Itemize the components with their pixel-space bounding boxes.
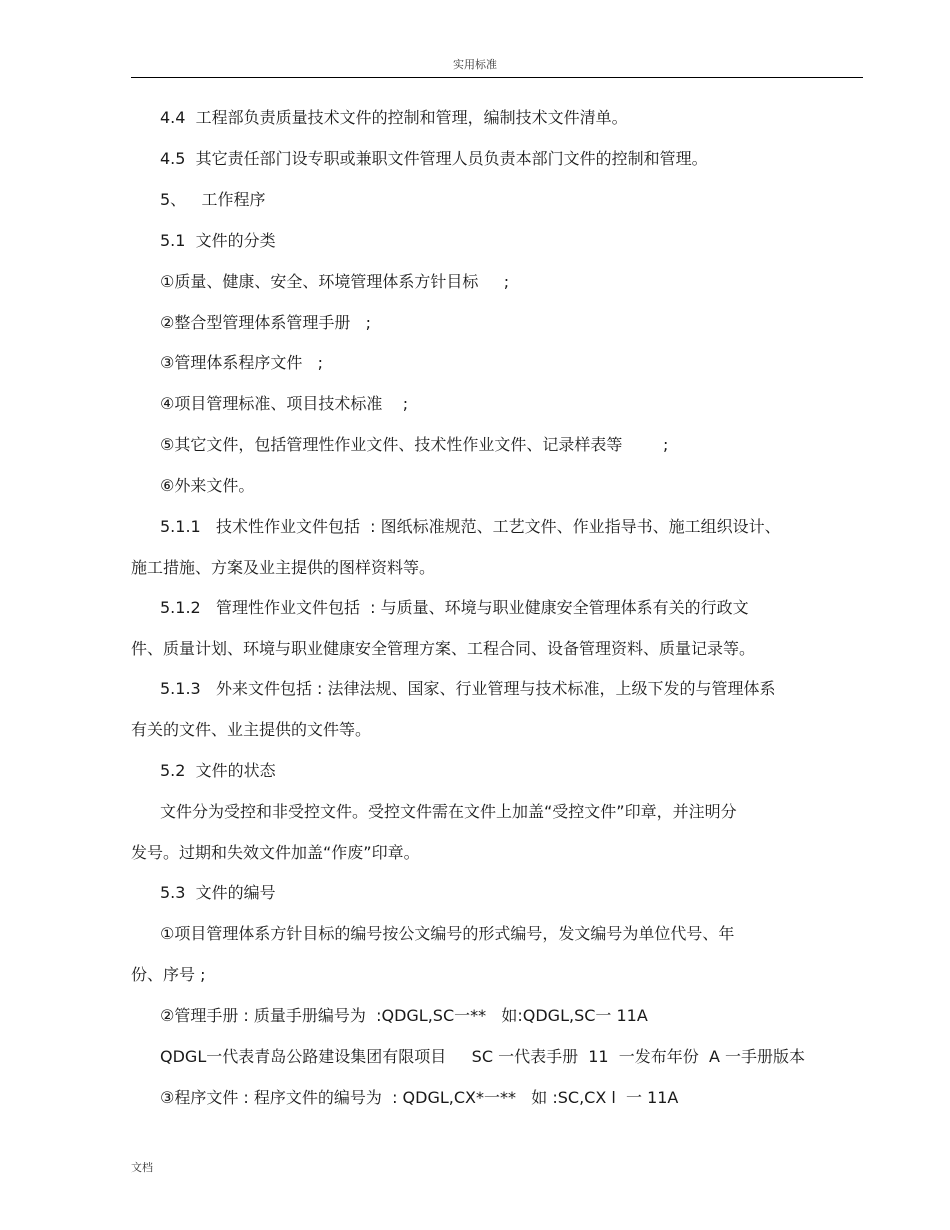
section-5-3-heading: 5.3 文件的编号 bbox=[160, 883, 276, 902]
clause-5-1-3-line-2: 有关的文件、业主提供的文件等。 bbox=[131, 720, 372, 739]
clause-5-1-1-line-2: 施工措施、方案及业主提供的图样资料等。 bbox=[131, 558, 436, 577]
paragraph-5-2-line-2: 发号。过期和失效文件加盖“作废”印章。 bbox=[131, 843, 420, 862]
paragraph-5-2-line-1: 文件分为受控和非受控文件。受控文件需在文件上加盖“受控文件”印章，并注明分 bbox=[160, 802, 737, 821]
numbering-legend: QDGL一代表青岛公路建设集团有限项目 SC 一代表手册 11 一发布年份 A 一手册版本 bbox=[160, 1047, 805, 1066]
list-item-2: ②整合型管理体系管理手册 ; bbox=[160, 313, 371, 332]
clause-5-1-2-line-1: 5.1.2 管理性作业文件包括 : 与质量、环境与职业健康安全管理体系有关的行政文 bbox=[160, 598, 749, 617]
header-rule bbox=[131, 77, 863, 78]
list-item-5: ⑤其它文件，包括管理性作业文件、技术性作业文件、记录样表等 ; bbox=[160, 435, 669, 454]
page-header: 实用标准 bbox=[453, 58, 497, 71]
list-item-3: ③管理体系程序文件 ; bbox=[160, 353, 323, 372]
clause-4-4: 4.4 工程部负责质量技术文件的控制和管理，编制技术文件清单。 bbox=[160, 108, 628, 127]
clause-5-1-2-line-2: 件、质量计划、环境与职业健康安全管理方案、工程合同、设备管理资料、质量记录等。 bbox=[131, 639, 756, 658]
section-5-1-heading: 5.1 文件的分类 bbox=[160, 231, 276, 250]
list-item-4: ④项目管理标准、项目技术标准 ; bbox=[160, 394, 409, 413]
clause-5-1-3-line-1: 5.1.3 外来文件包括 : 法律法规、国家、行业管理与技术标准，上级下发的与管理体系 bbox=[160, 679, 776, 698]
page-footer: 文档 bbox=[131, 1161, 153, 1174]
section-5-heading: 5、 工作程序 bbox=[160, 190, 266, 209]
section-5-2-heading: 5.2 文件的状态 bbox=[160, 761, 276, 780]
numbering-item-3: ③程序文件 : 程序文件的编号为 : QDGL,CX*一** 如 :SC,CX l 一 11A bbox=[160, 1088, 679, 1107]
numbering-item-1-line-1: ①项目管理体系方针目标的编号按公文编号的形式编号，发文编号为单位代号、年 bbox=[160, 924, 735, 943]
list-item-6: ⑥外来文件。 bbox=[160, 476, 255, 495]
clause-4-5: 4.5 其它责任部门设专职或兼职文件管理人员负责本部门文件的控制和管理。 bbox=[160, 149, 708, 168]
numbering-item-1-line-2: 份、序号 ; bbox=[131, 965, 206, 984]
clause-5-1-1-line-1: 5.1.1 技术性作业文件包括 : 图纸标准规范、工艺文件、作业指导书、施工组织设计、 bbox=[160, 517, 781, 536]
list-item-1: ①质量、健康、安全、环境管理体系方针目标 ; bbox=[160, 272, 510, 291]
numbering-item-2: ②管理手册 : 质量手册编号为 :QDGL,SC一** 如:QDGL,SC一 11A bbox=[160, 1006, 648, 1025]
